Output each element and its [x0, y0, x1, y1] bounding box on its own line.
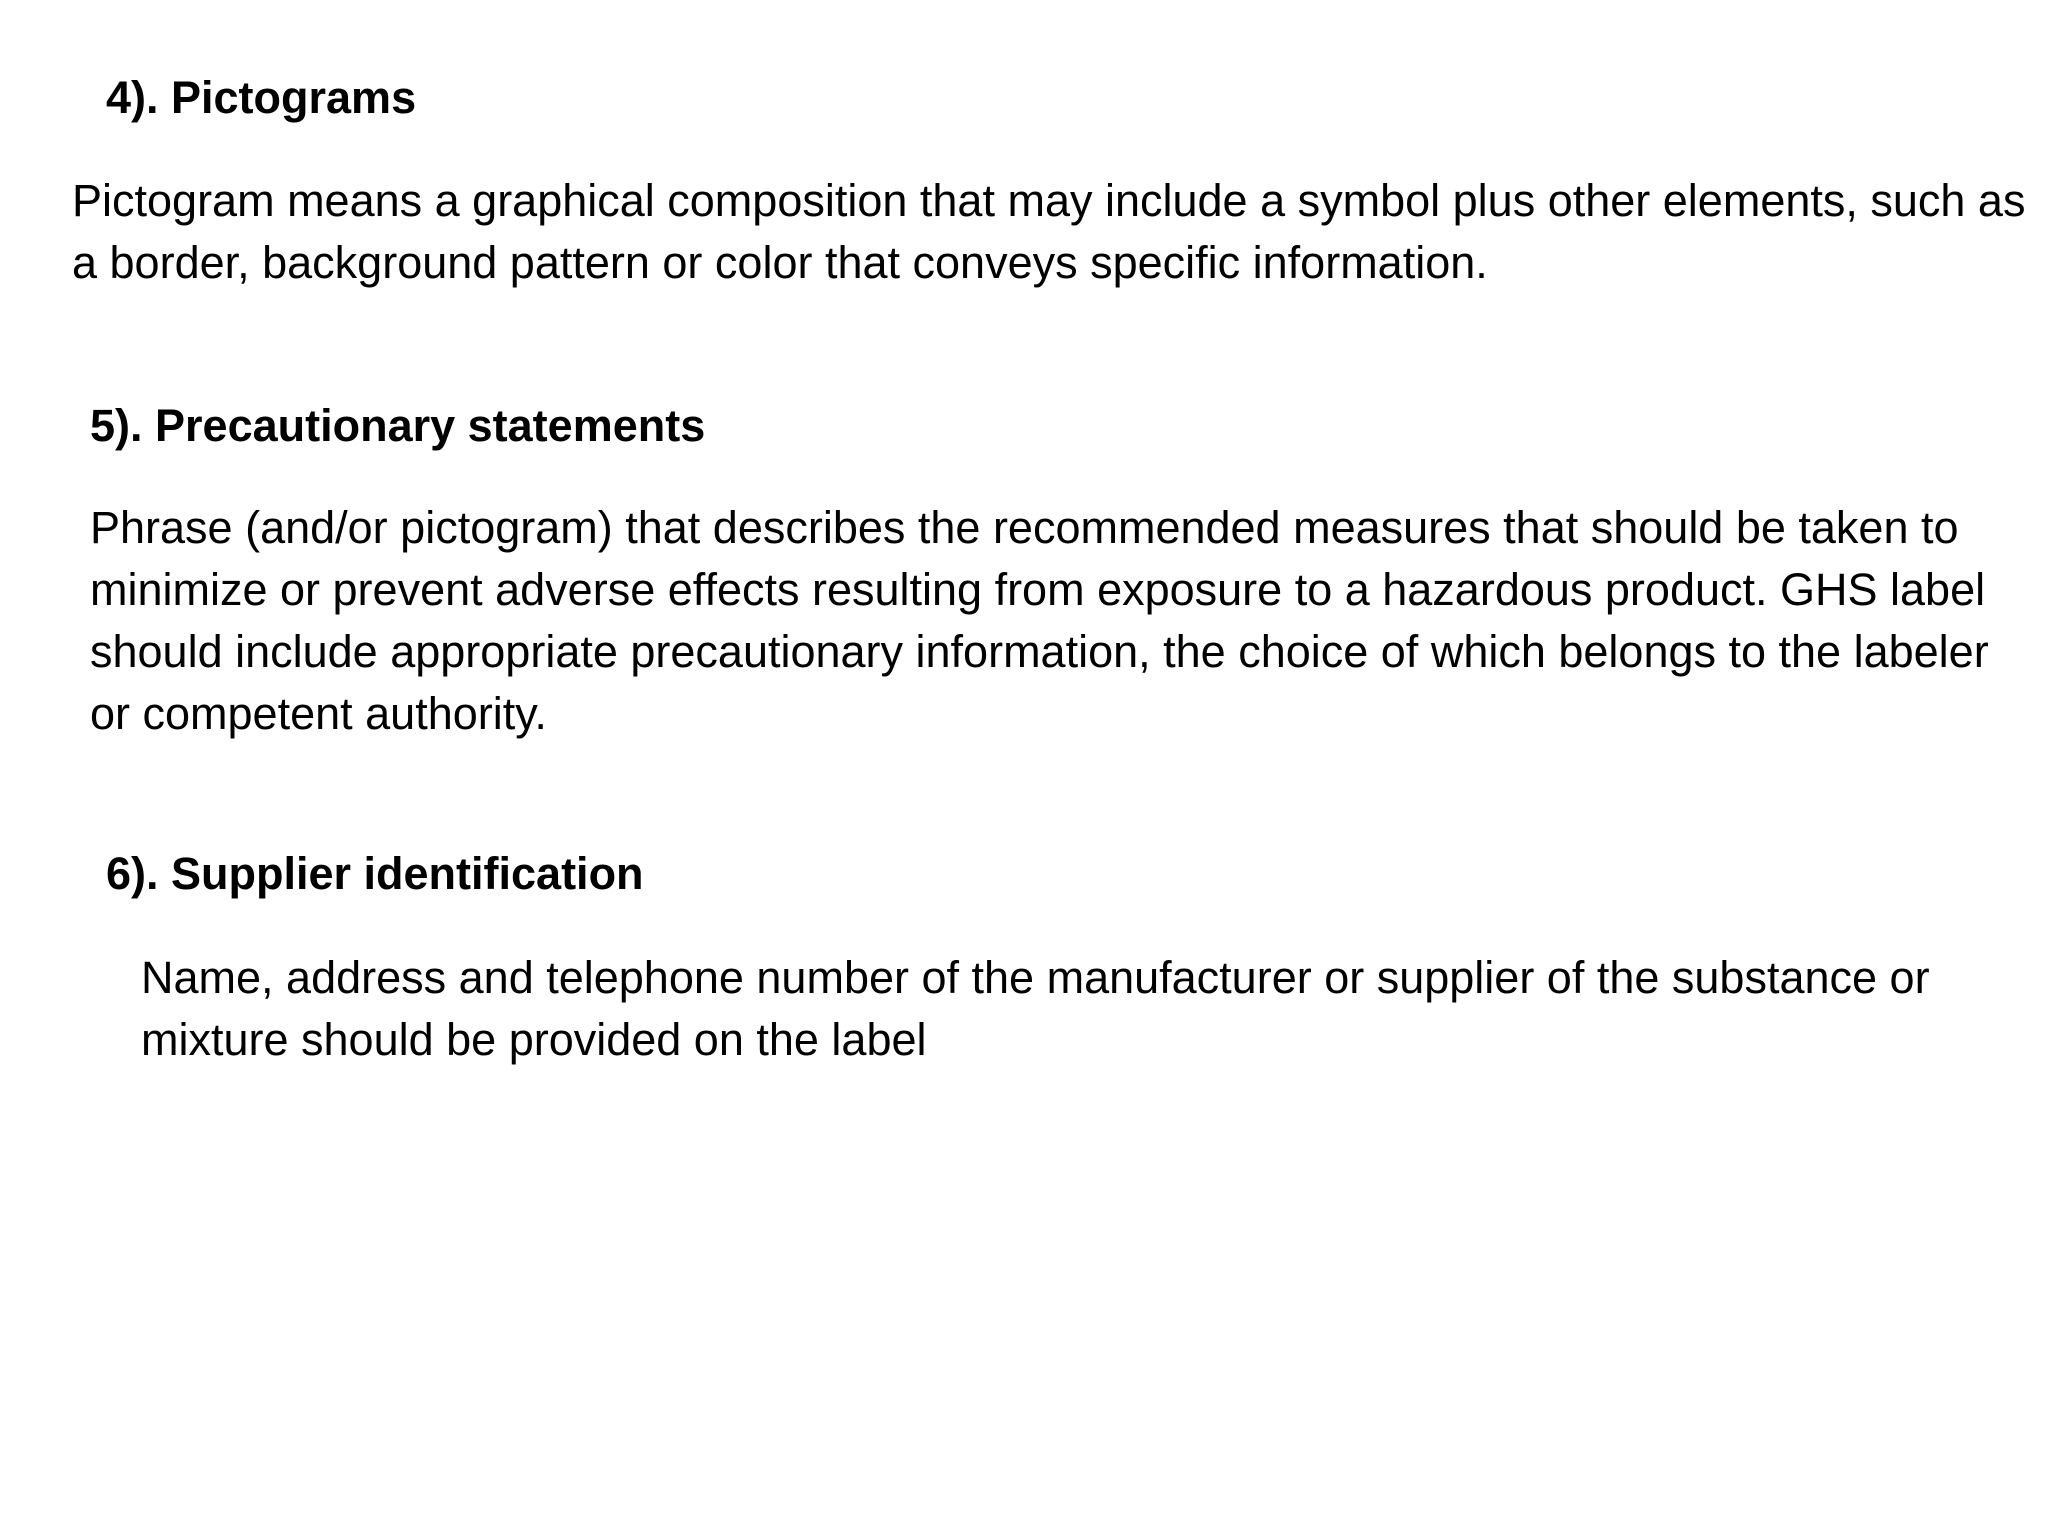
- section-heading-supplier-identification: 6). Supplier identification: [106, 848, 644, 899]
- section-body-pictograms: Pictogram means a graphical composition that may include a symbol plus other elements, such as a border, background pattern or color that conveys specific information.: [72, 175, 2026, 288]
- section-body-supplier-identification: Name, address and telephone number of the manufacturer or supplier of the substance or mixture should be provided on the label: [141, 952, 1930, 1065]
- section-heading-pictograms: 4). Pictograms: [106, 72, 417, 123]
- section-body-precautionary-statements: Phrase (and/or pictogram) that describes the recommended measures that should be taken to minimize or prevent adverse effects resulting from exposure to a hazardous product. GHS label should include appropriate precautionary information, the choice of which belongs to the labeler or competent authority.: [90, 502, 1989, 739]
- section-heading-precautionary-statements: 5). Precautionary statements: [90, 400, 706, 451]
